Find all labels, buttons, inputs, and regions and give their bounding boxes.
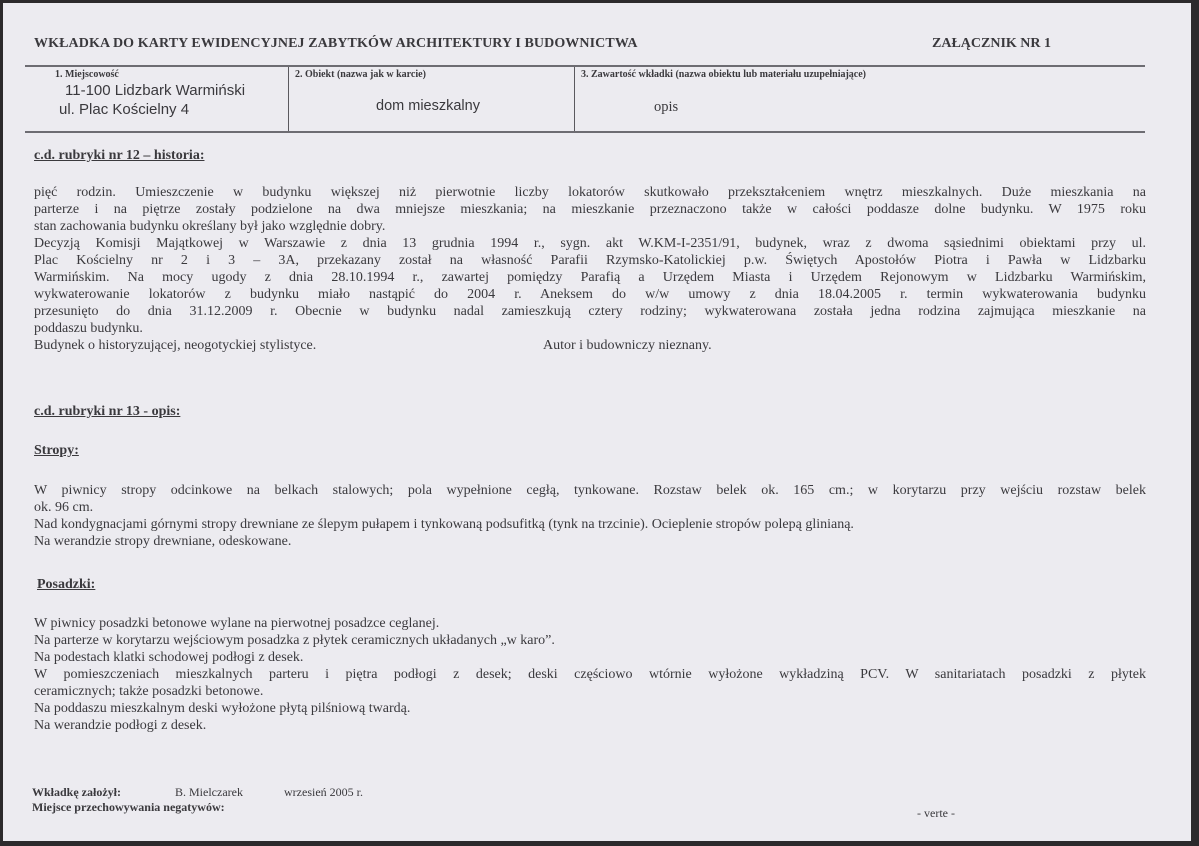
history-line: Plac Kościelny nr 2 i 3 – 3A, przekazany został na własność Parafii Rzymsko-Katolickiej p.w. Świętych Apostołów Piotra i Pawła w Lidzbarku	[34, 253, 1146, 268]
field-object	[288, 67, 575, 131]
history-heading: c.d. rubryki nr 12 – historia:	[34, 148, 205, 163]
floors-paragraph	[34, 615, 1146, 734]
ceilings-heading: Stropy:	[34, 443, 79, 458]
document-title: WKŁADKA DO KARTY EWIDENCYJNEJ ZABYTKÓW ARCHITEKTURY I BUDOWNICTWA	[34, 36, 638, 51]
ceilings-line: W piwnicy stropy odcinkowe na belkach stalowych; pola wypełnione cegłą, tynkowane. Rozstaw belek ok. 165 cm.; w korytarzu przy wejściu rozstaw belek	[34, 483, 1146, 498]
negatives-location-label: Miejsce przechowywania negatywów:	[32, 800, 225, 814]
field-locality-value-line1: 11-100 Lidzbark Warmiński	[65, 82, 246, 99]
created-by-name: B. Mielczarek	[175, 785, 243, 799]
floors-line: ceramicznych; także posadzki betonowe.	[34, 684, 264, 699]
floors-line: Na parterze w korytarzu wejściowym posadzka z płytek ceramicznych układanych „w karo”.	[34, 633, 555, 648]
history-line: wykwaterowanie lokatorów z budynku miało nastąpić do 2004 r. Aneksem do w/w umowy z dnia 18.04.2005 r. termin wykwaterowania budynku	[34, 287, 1146, 302]
field-contents-value: opis	[654, 99, 679, 115]
author-note: Autor i budowniczy nieznany.	[543, 338, 712, 353]
verte-note: - verte -	[917, 806, 955, 820]
field-contents	[574, 67, 1146, 131]
created-by-label: Wkładkę założył:	[32, 785, 121, 799]
description-heading: c.d. rubryki nr 13 - opis:	[34, 404, 181, 419]
floors-line: Na poddaszu mieszkalnym deski wyłożone płytą pilśniową twardą.	[34, 701, 411, 716]
created-date: wrzesień 2005 r.	[284, 785, 363, 799]
history-line: pięć rodzin. Umieszczenie w budynku większej niż pierwotnie liczby lokatorów skutkowało przekształceniem wnętrz mieszkalnych. Duże mieszkania na	[34, 185, 1146, 200]
history-line: parterze i na piętrze zostały podzielone na dwa mniejsze mieszkania; na mieszkanie przeznaczono także w całości poddasze dolne budynku. W 1975 roku	[34, 202, 1146, 217]
field-locality-value-line2: ul. Plac Kościelny 4	[59, 101, 190, 118]
floors-line: Na podestach klatki schodowej podłogi z desek.	[34, 650, 304, 665]
floors-heading: Posadzki:	[37, 577, 96, 592]
history-line: Warmińskim. Na mocy ugody z dnia 28.10.1994 r., zawartej pomiędzy Parafią a Urzędem Miasta i Urzędem Rejonowym w Lidzbarku Warmińskim,	[34, 270, 1146, 285]
field-object-value: dom mieszkalny	[376, 98, 480, 114]
history-paragraph	[34, 184, 1146, 354]
history-last-line	[34, 337, 1146, 354]
floors-line: W piwnicy posadzki betonowe wylane na pierwotnej posadzce ceglanej.	[34, 616, 440, 631]
field-locality	[25, 67, 288, 131]
floors-line: W pomieszczeniach mieszkalnych parteru i piętra podłogi z desek; deski częściowo wtórnie wyłożone wykładziną PCV. W sanitariatach posadzki z płytek	[34, 667, 1146, 682]
document-page	[3, 3, 1191, 841]
history-line: Decyzją Komisji Majątkowej w Warszawie z dnia 13 grudnia 1994 r., sygn. akt W.KM-I-2351/91, budynek, wraz z dwoma sąsiednimi obiektami przy ul.	[34, 236, 1146, 251]
history-line: stan zachowania budynku określany był jako względnie dobry.	[34, 219, 386, 234]
ceilings-line: Na werandzie stropy drewniane, odeskowane.	[34, 534, 292, 549]
field-object-label: 2. Obiekt (nazwa jak w karcie)	[295, 69, 426, 80]
style-note: Budynek o historyzującej, neogotyckiej stylistyce.	[34, 338, 317, 353]
history-line: poddaszu budynku.	[34, 321, 143, 336]
ceilings-paragraph	[34, 482, 1146, 550]
field-contents-label: 3. Zawartość wkładki (nazwa obiektu lub materiału uzupełniające)	[581, 69, 867, 80]
field-locality-label: 1. Miejscowość	[55, 69, 119, 80]
floors-line: Na werandzie podłogi z desek.	[34, 718, 207, 733]
form-header-table	[25, 65, 1145, 133]
ceilings-line: ok. 96 cm.	[34, 500, 94, 515]
ceilings-line: Nad kondygnacjami górnymi stropy drewniane ze ślepym pułapem i tynkowaną podsufitką (tynk na trzcinie). Ocieplenie stropów polepą glinianą.	[34, 517, 854, 532]
annex-number: ZAŁĄCZNIK NR 1	[932, 36, 1052, 51]
history-line: przesunięto do dnia 31.12.2009 r. Obecnie w budynku nadal zamieszkują cztery rodziny; wykwaterowana została jedna rodzina zajmująca mieszkanie na	[34, 304, 1146, 319]
